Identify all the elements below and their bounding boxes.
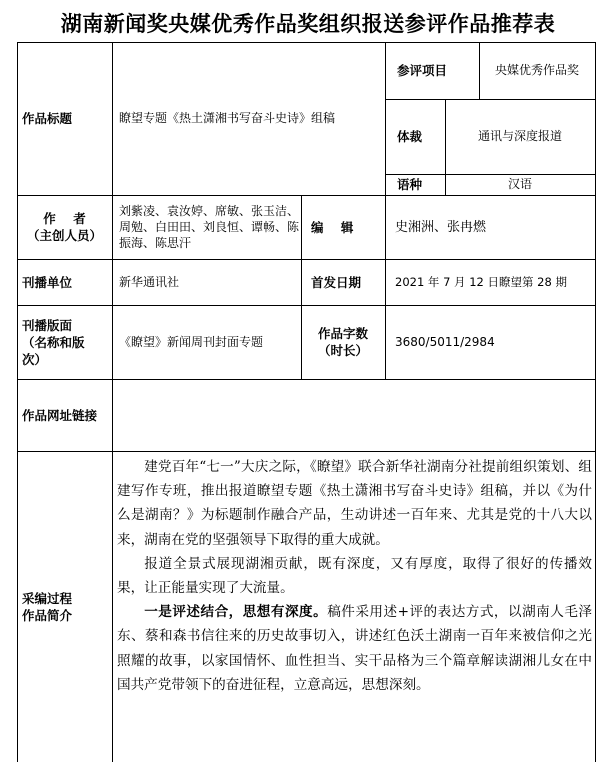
- award-item-value: 央媒优秀作品奖: [494, 63, 579, 77]
- editor-label: 编 辑: [311, 219, 354, 235]
- work-title-value: 瞭望专题《热土潇湘书写奋斗史诗》组稿: [119, 111, 336, 125]
- edition-label-line1: 刊播版面: [22, 317, 73, 333]
- word-count-label: [301, 305, 385, 379]
- intro-paragraph-rest: 稿件采用述+评的表达方式，以湖南人毛泽东、蔡和森书信往来的历史故事切入，讲述红色沃土湖南一百年来被信仰之光照耀的故事，以家国情怀、血性担当、实干品格为三个篇章解读湖湘儿女在中国共产党带领下的奋进征程，立意高远，思想深刻。: [117, 604, 592, 693]
- intro-paragraph: 建党百年“七一”大庆之际，《瞭望》联合新华社湖南分社提前组织策划、组建写作专班，推出报道瞭望专题《热土潇湘书写奋斗史诗》组稿，并以《为什么是湖南？》为标题制作融合产品，生动讲述一百年来、尤其是党的十八大以来，湖南在党的坚强领导下取得的重大成就。: [117, 459, 592, 548]
- author-value: 刘紫凌、袁汝婷、席敏、张玉洁、周勉、白田田、刘良恒、谭畅、陈振海、陈思汗: [119, 204, 300, 250]
- author-label-line2: （主创人员）: [26, 228, 102, 243]
- recommendation-form: [17, 42, 596, 762]
- intro-label-line2: 作品简介: [22, 607, 73, 623]
- url-value: [119, 379, 589, 451]
- url-label: 作品网址链接: [22, 407, 98, 423]
- edition-label-line3: 次）: [22, 351, 48, 367]
- author-label-line1: 作 者: [43, 211, 86, 226]
- intro-paragraph: [117, 600, 592, 697]
- language-value: 汉语: [507, 177, 532, 191]
- intro-emphasis: 一是评述结合，思想有深度。: [144, 604, 328, 621]
- intro-paragraph: 报道全景式展现湖湘贡献，既有深度，又有厚度，取得了很好的传播效果，让正能量实现了大流量。: [117, 555, 592, 597]
- divider: [112, 42, 113, 762]
- award-item-label: 参评项目: [397, 63, 448, 78]
- intro-text: [117, 455, 592, 697]
- intro-label: [22, 451, 110, 762]
- publisher-value: 新华通讯社: [119, 274, 180, 289]
- word-count-label-line1: 作品字数: [317, 326, 368, 341]
- word-count-label-line2: （时长）: [317, 343, 368, 358]
- edition-label: [22, 305, 110, 379]
- first-pub-label: 首发日期: [311, 274, 362, 290]
- author-label: [17, 195, 112, 259]
- page-title: 湖南新闻奖央媒优秀作品奖组织报送参评作品推荐表: [60, 11, 556, 36]
- genre-value: 通讯与深度报道: [477, 129, 562, 143]
- word-count-value: 3680/5011/2984: [395, 334, 495, 349]
- form-border-right: [595, 42, 596, 762]
- intro-label-line1: 采编过程: [22, 590, 73, 606]
- first-pub-value: 2021 年 7 月 12 日瞭望第 28 期: [395, 274, 567, 289]
- edition-value: 《瞭望》新闻周刊封面专题: [119, 334, 264, 349]
- genre-label: 体裁: [397, 129, 423, 144]
- form-border-left: [17, 42, 18, 762]
- language-label: 语种: [397, 177, 423, 192]
- divider: [385, 42, 386, 195]
- publisher-label: 刊播单位: [22, 274, 73, 290]
- work-title-label: 作品标题: [22, 111, 73, 126]
- edition-label-line2: （名称和版: [22, 334, 85, 350]
- editor-value: 史湘洲、张冉燃: [395, 219, 487, 235]
- divider: [385, 195, 386, 379]
